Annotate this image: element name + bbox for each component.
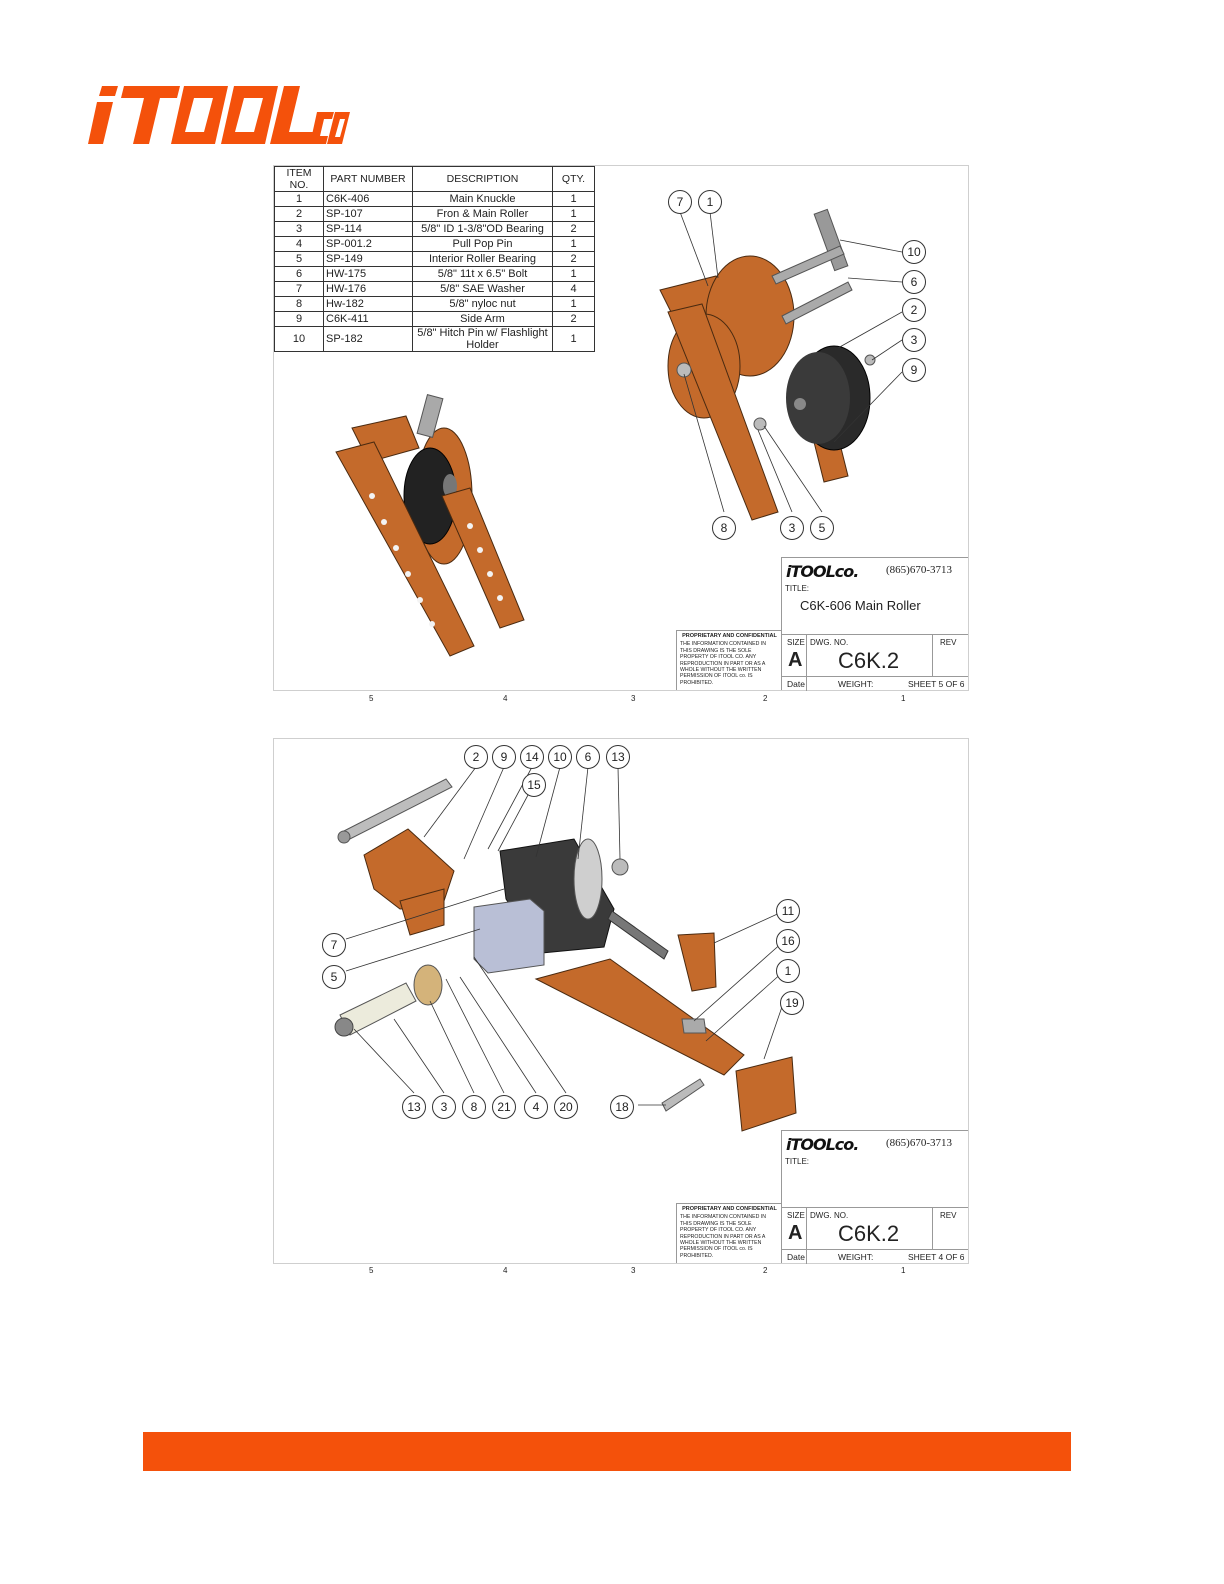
balloon: 1 [698,190,722,214]
balloon: 7 [322,933,346,957]
bom-header-part: PART NUMBER [324,167,413,192]
bom-item: 4 [275,237,324,252]
bom-desc: Pull Pop Pin [413,237,553,252]
bom-item: 7 [275,282,324,297]
date-label: Date [787,1252,805,1262]
balloon: 3 [902,328,926,352]
dwg-label: DWG. NO. [810,638,849,647]
table-row [275,252,595,267]
bom-qty: 1 [553,297,595,312]
zone-label: 5 [369,1266,374,1275]
bom-desc: 5/8" nyloc nut [413,297,553,312]
bom-desc: 5/8" SAE Washer [413,282,553,297]
exploded-roller-view [660,209,875,520]
bom-part: SP-114 [324,222,413,237]
zone-markers [273,1264,967,1278]
proprietary-body: THE INFORMATION CONTAINED IN THIS DRAWING IS THE SOLE PROPERTY OF ITOOL CO. ANY REPRODUCTION IN PART OR AS A WHOLE WITHOUT THE WRITTEN PERMISSION OF ITOOL co. IS PROHIBITED. [680,641,766,686]
balloon: 6 [576,745,600,769]
balloon: 5 [810,516,834,540]
zone-label: 4 [503,1266,508,1275]
bom-qty: 1 [553,192,595,207]
balloon: 14 [520,745,544,769]
size-value: A [788,1222,803,1244]
weight-label: WEIGHT: [838,1252,874,1262]
balloon: 5 [322,965,346,989]
balloon: 21 [492,1095,516,1119]
title-label: TITLE: [785,1157,810,1166]
bom-item: 10 [275,327,324,352]
zone-label: 2 [763,694,768,703]
bom-qty: 4 [553,282,595,297]
bom-part: SP-149 [324,252,413,267]
rev-label: REV [940,638,957,647]
table-row [275,267,595,282]
balloon: 10 [548,745,572,769]
balloon: 1 [776,959,800,983]
bom-part: C6K-406 [324,192,413,207]
bom-desc: 5/8" ID 1-3/8"OD Bearing [413,222,553,237]
balloon: 2 [902,298,926,322]
bom-desc: 5/8" 11t x 6.5" Bolt [413,267,553,282]
balloon: 8 [712,516,736,540]
bom-item: 3 [275,222,324,237]
table-row [275,327,595,352]
bom-desc: Side Arm [413,312,553,327]
title-block-logo: iTOOLco. [786,562,859,581]
balloon: 13 [402,1095,426,1119]
balloon: 18 [610,1095,634,1119]
bom-item: 5 [275,252,324,267]
exploded-assembly-view [335,779,796,1131]
bom-desc: Interior Roller Bearing [413,252,553,267]
table-row [275,297,595,312]
bom-header-qty: QTY. [553,167,595,192]
bom-part: SP-182 [324,327,413,352]
bom-part: HW-175 [324,267,413,282]
zone-label: 5 [369,694,374,703]
balloon: 15 [522,773,546,797]
balloon: 4 [524,1095,548,1119]
weight-label: WEIGHT: [838,679,874,689]
assembled-roller-view [336,395,524,656]
proprietary-notice [676,630,782,690]
table-row [275,192,595,207]
phone-number: (865)670-3713 [886,564,952,576]
zone-label: 1 [901,1266,906,1275]
table-row [275,237,595,252]
proprietary-heading: PROPRIETARY AND CONFIDENTIAL [682,633,777,639]
balloon: 8 [462,1095,486,1119]
zone-label: 3 [631,694,636,703]
size-label: SIZE [787,1211,805,1220]
title-block-logo: iTOOLco. [786,1135,859,1154]
bom-part: Hw-182 [324,297,413,312]
bom-item: 2 [275,207,324,222]
proprietary-notice [676,1203,782,1263]
proprietary-body: THE INFORMATION CONTAINED IN THIS DRAWING IS THE SOLE PROPERTY OF ITOOL CO. ANY REPRODUCTION IN PART OR AS A WHOLE WITHOUT THE WRITTEN PERMISSION OF ITOOL co. IS PROHIBITED. [680,1214,766,1259]
table-row [275,312,595,327]
title-label: TITLE: [785,584,810,593]
balloon: 2 [464,745,488,769]
bom-part: SP-107 [324,207,413,222]
bom-desc: Main Knuckle [413,192,553,207]
dwg-number: C6K.2 [838,648,900,673]
rev-label: REV [940,1211,957,1220]
bom-item: 9 [275,312,324,327]
zone-label: 4 [503,694,508,703]
drawing-sheet-assembly [273,738,969,1264]
balloon: 9 [902,358,926,382]
proprietary-heading: PROPRIETARY AND CONFIDENTIAL [682,1206,777,1212]
table-row [275,207,595,222]
bill-of-materials-table [274,166,595,352]
bom-desc: 5/8" Hitch Pin w/ Flashlight Holder [413,327,553,352]
dwg-number: C6K.2 [838,1221,900,1246]
balloon: 16 [776,929,800,953]
bom-part: HW-176 [324,282,413,297]
balloon: 7 [668,190,692,214]
balloon: 11 [776,899,800,923]
bom-qty: 2 [553,222,595,237]
sheet-number: SHEET 4 OF 6 [908,1252,965,1262]
drawing-sheet-main-roller [273,165,969,691]
bom-qty: 1 [553,327,595,352]
bom-qty: 1 [553,237,595,252]
bom-qty: 1 [553,267,595,282]
bom-desc: Fron & Main Roller [413,207,553,222]
zone-label: 1 [901,694,906,703]
balloon: 6 [902,270,926,294]
dwg-label: DWG. NO. [810,1211,849,1220]
balloon: 10 [902,240,926,264]
zone-markers [273,692,967,706]
balloon: 3 [780,516,804,540]
sheet-number: SHEET 5 OF 6 [908,679,965,689]
balloon: 19 [780,991,804,1015]
table-row [275,282,595,297]
bom-item: 6 [275,267,324,282]
balloon: 3 [432,1095,456,1119]
bom-qty: 2 [553,312,595,327]
table-row [275,222,595,237]
title-block [781,1130,968,1263]
balloon: 13 [606,745,630,769]
bom-part: SP-001.2 [324,237,413,252]
bom-item: 8 [275,297,324,312]
size-label: SIZE [787,638,805,647]
footer-accent-bar [143,1432,1071,1471]
bom-qty: 1 [553,207,595,222]
title-block [781,557,968,690]
size-value: A [788,649,803,671]
zone-label: 2 [763,1266,768,1275]
itoolco-logo [88,86,350,148]
balloon: 9 [492,745,516,769]
date-label: Date [787,679,805,689]
bom-header-description: DESCRIPTION [413,167,553,192]
bom-qty: 2 [553,252,595,267]
bom-header-item: ITEM NO. [275,167,324,192]
drawing-title: C6K-606 Main Roller [800,598,921,613]
phone-number: (865)670-3713 [886,1137,952,1149]
zone-label: 3 [631,1266,636,1275]
bom-item: 1 [275,192,324,207]
balloon: 20 [554,1095,578,1119]
bom-part: C6K-411 [324,312,413,327]
